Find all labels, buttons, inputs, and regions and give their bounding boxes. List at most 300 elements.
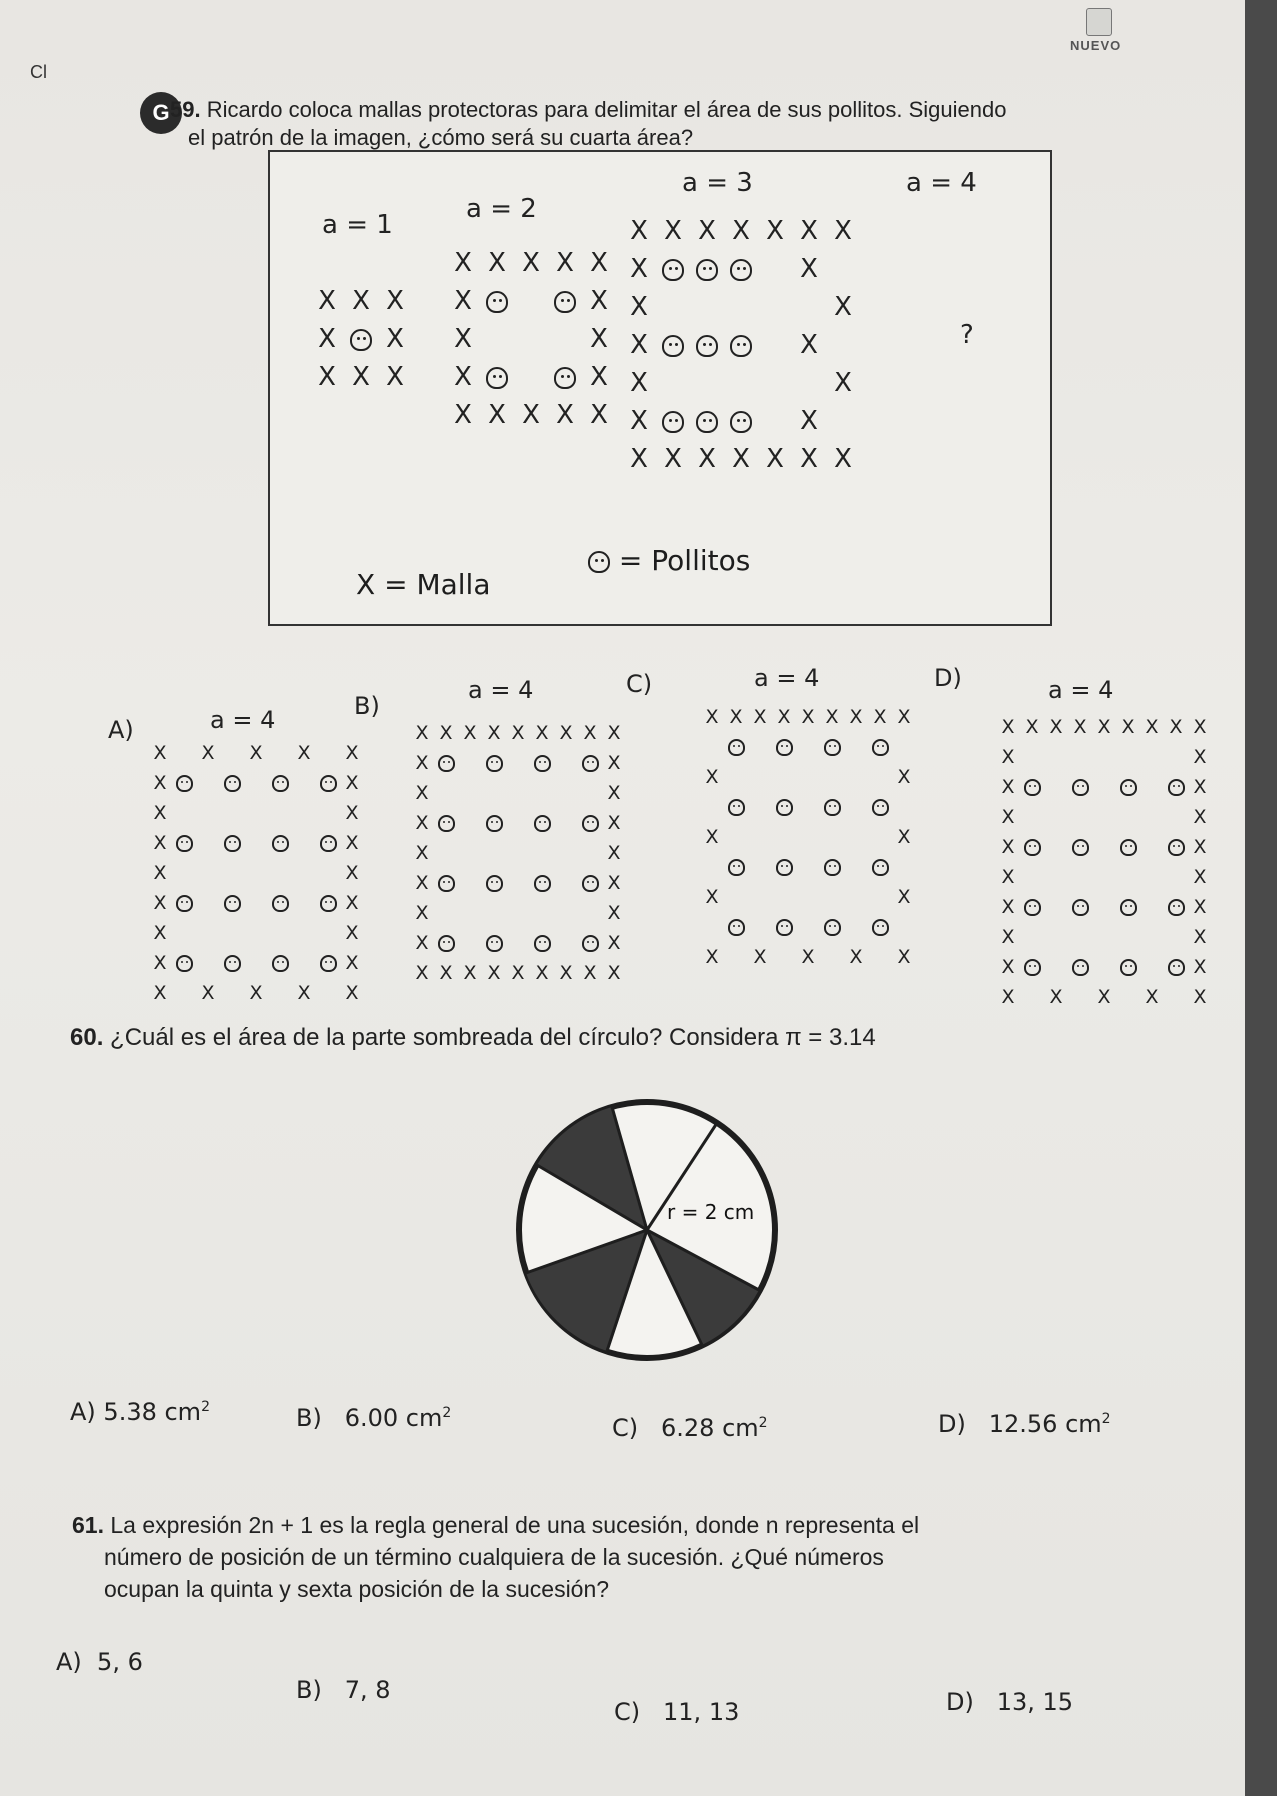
pattern-row bbox=[996, 982, 1212, 1012]
mesh-mark: X bbox=[415, 812, 429, 834]
mesh-mark: X bbox=[352, 286, 370, 316]
pattern-row bbox=[410, 868, 626, 898]
mesh-mark: X bbox=[454, 286, 472, 316]
mesh-mark: X bbox=[1001, 956, 1015, 978]
mesh-mark: X bbox=[1193, 716, 1207, 738]
mesh-mark: X bbox=[1025, 716, 1039, 738]
pattern-row bbox=[148, 798, 364, 828]
chick-cell bbox=[1164, 896, 1188, 918]
chick-icon bbox=[588, 551, 610, 573]
logo-text: NUEVO bbox=[1070, 38, 1122, 53]
chick-icon bbox=[534, 815, 551, 832]
pattern-row bbox=[410, 808, 626, 838]
chick-cell bbox=[268, 832, 292, 854]
pattern-row bbox=[996, 952, 1212, 982]
mesh-mark: X bbox=[488, 248, 506, 278]
mesh-mark: X bbox=[535, 962, 549, 984]
option-exponent: 2 bbox=[758, 1415, 768, 1431]
chick-icon bbox=[486, 755, 503, 772]
chick-icon bbox=[728, 919, 745, 936]
background-edge bbox=[1245, 0, 1277, 1796]
chick-cell bbox=[548, 362, 582, 392]
pattern-row bbox=[700, 762, 916, 792]
option-letter: A) bbox=[70, 1398, 96, 1426]
legend-malla bbox=[356, 568, 491, 601]
chick-cell bbox=[316, 772, 340, 794]
chick-icon bbox=[872, 799, 889, 816]
pattern-row bbox=[410, 958, 626, 988]
q60-option-a[interactable] bbox=[70, 1398, 210, 1426]
option-value: 13, 15 bbox=[996, 1688, 1074, 1716]
chick-icon bbox=[872, 739, 889, 756]
option-c-letter[interactable]: C) bbox=[626, 670, 653, 698]
chick-icon bbox=[582, 935, 599, 952]
mesh-mark: X bbox=[590, 400, 608, 430]
malla-text: = Malla bbox=[384, 568, 491, 601]
chick-icon bbox=[176, 835, 193, 852]
chick-cell bbox=[656, 254, 690, 284]
option-a-pattern[interactable] bbox=[148, 738, 364, 1008]
mesh-mark: X bbox=[607, 752, 621, 774]
option-exponent: 2 bbox=[442, 1405, 452, 1421]
pattern-row bbox=[446, 282, 616, 320]
mesh-mark: X bbox=[153, 952, 167, 974]
shaded-circle-figure bbox=[512, 1095, 782, 1365]
label-a1: a = 1 bbox=[322, 210, 393, 240]
mesh-mark: X bbox=[559, 722, 573, 744]
mesh-mark: X bbox=[705, 886, 719, 908]
mesh-mark: X bbox=[583, 962, 597, 984]
chick-icon bbox=[696, 335, 718, 357]
mesh-mark: X bbox=[777, 706, 791, 728]
mesh-mark: X bbox=[607, 872, 621, 894]
chick-cell bbox=[578, 812, 602, 834]
mesh-mark: X bbox=[1001, 896, 1015, 918]
chick-cell bbox=[724, 736, 748, 758]
option-exponent: 2 bbox=[201, 1399, 210, 1415]
chick-cell bbox=[220, 832, 244, 854]
chick-cell bbox=[1164, 836, 1188, 858]
chick-icon bbox=[1168, 839, 1185, 856]
pattern-row bbox=[700, 942, 916, 972]
mesh-mark: X bbox=[318, 324, 336, 354]
mesh-mark: X bbox=[729, 706, 743, 728]
chick-cell bbox=[690, 330, 724, 360]
mesh-mark: X bbox=[1001, 866, 1015, 888]
mesh-mark: X bbox=[415, 782, 429, 804]
pattern-a3 bbox=[622, 212, 860, 478]
chick-icon bbox=[176, 955, 193, 972]
option-b-pattern[interactable] bbox=[410, 718, 626, 988]
mesh-mark: X bbox=[153, 742, 167, 764]
pattern-figure bbox=[268, 150, 1052, 626]
pattern-row bbox=[996, 832, 1212, 862]
mesh-mark: X bbox=[1001, 806, 1015, 828]
pattern-row bbox=[148, 948, 364, 978]
pattern-row bbox=[622, 440, 860, 478]
mesh-mark: X bbox=[535, 722, 549, 744]
emblem-icon bbox=[1086, 8, 1112, 36]
q61-option-b[interactable] bbox=[296, 1676, 391, 1704]
chick-cell bbox=[172, 772, 196, 794]
mesh-mark: X bbox=[1001, 746, 1015, 768]
pattern-row bbox=[996, 772, 1212, 802]
pattern-row bbox=[410, 928, 626, 958]
chick-icon bbox=[662, 259, 684, 281]
mesh-mark: X bbox=[834, 216, 852, 246]
mesh-mark: X bbox=[607, 842, 621, 864]
pattern-row bbox=[410, 898, 626, 928]
mesh-mark: X bbox=[705, 706, 719, 728]
mesh-mark: X bbox=[522, 400, 540, 430]
option-c-pattern[interactable] bbox=[700, 702, 916, 972]
mesh-mark: X bbox=[345, 892, 359, 914]
q61-option-a[interactable] bbox=[56, 1648, 143, 1676]
mesh-mark: X bbox=[607, 812, 621, 834]
mesh-mark: X bbox=[1001, 926, 1015, 948]
mesh-mark: X bbox=[1193, 866, 1207, 888]
mesh-mark: X bbox=[522, 248, 540, 278]
chick-cell bbox=[1068, 776, 1092, 798]
pattern-row bbox=[446, 396, 616, 434]
mesh-mark: X bbox=[664, 216, 682, 246]
chick-icon bbox=[728, 799, 745, 816]
chick-icon bbox=[1168, 959, 1185, 976]
q59-text: Ricardo coloca mallas protectoras para delimitar el área de sus pollitos. Siguiendo bbox=[206, 97, 1007, 122]
chick-cell bbox=[434, 812, 458, 834]
chick-icon bbox=[662, 335, 684, 357]
mesh-mark: X bbox=[1193, 956, 1207, 978]
chick-cell bbox=[316, 892, 340, 914]
mesh-mark: X bbox=[607, 962, 621, 984]
pattern-row bbox=[996, 862, 1212, 892]
nuevo-logo bbox=[1062, 8, 1134, 68]
mesh-mark: X bbox=[1097, 716, 1111, 738]
q61-number: 61. bbox=[72, 1512, 104, 1538]
q61-option-d[interactable] bbox=[946, 1688, 1073, 1716]
pattern-row bbox=[410, 748, 626, 778]
chick-icon bbox=[1168, 779, 1185, 796]
chick-cell bbox=[530, 812, 554, 834]
chick-cell bbox=[578, 872, 602, 894]
mesh-mark: X bbox=[753, 946, 767, 968]
chick-cell bbox=[434, 932, 458, 954]
mesh-mark: X bbox=[897, 826, 911, 848]
mesh-mark: X bbox=[1049, 716, 1063, 738]
mesh-mark: X bbox=[705, 766, 719, 788]
pattern-a2 bbox=[446, 244, 616, 434]
chick-cell bbox=[724, 796, 748, 818]
mesh-mark: X bbox=[849, 706, 863, 728]
q59-number: 59. bbox=[170, 97, 201, 122]
chick-cell bbox=[868, 916, 892, 938]
pattern-row bbox=[996, 712, 1212, 742]
chick-cell bbox=[268, 952, 292, 974]
chick-icon bbox=[438, 755, 455, 772]
chick-cell bbox=[1116, 956, 1140, 978]
mesh-mark: X bbox=[630, 216, 648, 246]
chick-icon bbox=[696, 259, 718, 281]
pattern-row bbox=[446, 244, 616, 282]
option-a-label: a = 4 bbox=[210, 706, 276, 734]
chick-cell bbox=[220, 772, 244, 794]
pattern-row bbox=[996, 892, 1212, 922]
pattern-row bbox=[148, 918, 364, 948]
chick-icon bbox=[582, 875, 599, 892]
chick-cell bbox=[344, 324, 378, 354]
chick-cell bbox=[578, 932, 602, 954]
chick-icon bbox=[486, 875, 503, 892]
chick-icon bbox=[1120, 959, 1137, 976]
mesh-mark: X bbox=[318, 362, 336, 392]
chick-cell bbox=[1020, 776, 1044, 798]
mesh-mark: X bbox=[439, 962, 453, 984]
mesh-mark: X bbox=[607, 782, 621, 804]
mesh-mark: X bbox=[834, 444, 852, 474]
chick-cell bbox=[172, 832, 196, 854]
mesh-mark: X bbox=[1193, 986, 1207, 1008]
q60-option-d[interactable] bbox=[938, 1410, 1111, 1438]
chick-cell bbox=[482, 872, 506, 894]
chick-cell bbox=[530, 752, 554, 774]
chick-cell bbox=[724, 254, 758, 284]
option-letter: C) bbox=[612, 1414, 639, 1442]
label-a4: a = 4 bbox=[906, 168, 977, 198]
chick-cell bbox=[724, 406, 758, 436]
chick-icon bbox=[224, 895, 241, 912]
chick-icon bbox=[350, 329, 372, 351]
mesh-mark: X bbox=[800, 254, 818, 284]
q61-text: La expresión 2n + 1 es la regla general de una sucesión, donde n representa el bbox=[110, 1512, 920, 1538]
mesh-mark: X bbox=[873, 706, 887, 728]
mesh-mark: X bbox=[345, 832, 359, 854]
option-d-letter[interactable]: D) bbox=[934, 664, 962, 692]
chick-icon bbox=[730, 335, 752, 357]
chick-icon bbox=[730, 259, 752, 281]
chick-cell bbox=[1068, 896, 1092, 918]
mesh-mark: X bbox=[607, 932, 621, 954]
mesh-mark: X bbox=[153, 832, 167, 854]
chick-cell bbox=[1068, 836, 1092, 858]
mesh-mark: X bbox=[454, 248, 472, 278]
pattern-row bbox=[148, 858, 364, 888]
mesh-mark: X bbox=[1001, 776, 1015, 798]
pattern-row bbox=[700, 912, 916, 942]
chick-cell bbox=[530, 872, 554, 894]
q60-option-c[interactable] bbox=[612, 1414, 768, 1442]
pattern-row bbox=[310, 282, 412, 320]
pattern-row bbox=[148, 888, 364, 918]
chick-icon bbox=[534, 935, 551, 952]
pattern-row bbox=[446, 320, 616, 358]
mesh-mark: X bbox=[766, 444, 784, 474]
mesh-mark: X bbox=[249, 982, 263, 1004]
mesh-mark: X bbox=[800, 444, 818, 474]
chick-icon bbox=[728, 859, 745, 876]
mesh-mark: X bbox=[664, 444, 682, 474]
pattern-row bbox=[148, 978, 364, 1008]
chick-icon bbox=[730, 411, 752, 433]
chick-cell bbox=[482, 812, 506, 834]
mesh-mark: X bbox=[153, 922, 167, 944]
chick-icon bbox=[1072, 839, 1089, 856]
mesh-mark: X bbox=[559, 962, 573, 984]
chick-cell bbox=[820, 916, 844, 938]
mesh-mark: X bbox=[1049, 986, 1063, 1008]
chick-icon bbox=[554, 367, 576, 389]
circle-svg bbox=[512, 1095, 782, 1365]
mesh-mark: X bbox=[386, 324, 404, 354]
chick-cell bbox=[1164, 956, 1188, 978]
chick-icon bbox=[272, 895, 289, 912]
q60-option-b[interactable] bbox=[296, 1404, 451, 1432]
option-b-label: a = 4 bbox=[468, 676, 534, 704]
mesh-mark: X bbox=[766, 216, 784, 246]
chick-cell bbox=[724, 916, 748, 938]
mesh-mark: X bbox=[345, 772, 359, 794]
chick-icon bbox=[554, 291, 576, 313]
mesh-mark: X bbox=[487, 722, 501, 744]
option-a-letter[interactable]: A) bbox=[108, 716, 134, 744]
mesh-mark: X bbox=[801, 946, 815, 968]
chick-icon bbox=[224, 955, 241, 972]
q61-text-line3: ocupan la quinta y sexta posición de la sucesión? bbox=[104, 1576, 610, 1602]
option-letter: B) bbox=[296, 1404, 322, 1432]
chick-icon bbox=[534, 875, 551, 892]
chick-cell bbox=[434, 752, 458, 774]
option-value: 6.00 cm bbox=[344, 1404, 443, 1432]
q60-number: 60. bbox=[70, 1024, 104, 1051]
chick-icon bbox=[320, 955, 337, 972]
chick-cell bbox=[868, 856, 892, 878]
option-letter: A) bbox=[56, 1648, 82, 1676]
option-letter: D) bbox=[946, 1688, 974, 1716]
chick-cell bbox=[530, 932, 554, 954]
chick-icon bbox=[1120, 839, 1137, 856]
page-edge-text: Cl bbox=[30, 62, 47, 82]
mesh-mark: X bbox=[153, 802, 167, 824]
chick-cell bbox=[172, 952, 196, 974]
chick-cell bbox=[690, 406, 724, 436]
mesh-mark: X bbox=[454, 324, 472, 354]
mesh-mark: X bbox=[345, 802, 359, 824]
chick-icon bbox=[776, 919, 793, 936]
pattern-row bbox=[700, 702, 916, 732]
chick-cell bbox=[820, 796, 844, 818]
chick-icon bbox=[176, 895, 193, 912]
mesh-mark: X bbox=[1097, 986, 1111, 1008]
question-badge: G bbox=[140, 92, 182, 134]
radius-label: r = 2 cm bbox=[667, 1200, 755, 1224]
q60-text bbox=[70, 1024, 1220, 1051]
chick-icon bbox=[1120, 899, 1137, 916]
mesh-mark: X bbox=[415, 902, 429, 924]
chick-icon bbox=[872, 919, 889, 936]
chick-cell bbox=[724, 856, 748, 878]
pattern-row bbox=[622, 288, 860, 326]
pattern-row bbox=[700, 822, 916, 852]
chick-icon bbox=[1168, 899, 1185, 916]
chick-cell bbox=[172, 892, 196, 914]
chick-cell bbox=[1116, 776, 1140, 798]
chick-cell bbox=[268, 772, 292, 794]
chick-icon bbox=[696, 411, 718, 433]
option-d-label: a = 4 bbox=[1048, 676, 1114, 704]
mesh-mark: X bbox=[415, 722, 429, 744]
pattern-a1 bbox=[310, 282, 412, 396]
mesh-mark: X bbox=[705, 826, 719, 848]
mesh-mark: X bbox=[345, 742, 359, 764]
chick-cell bbox=[690, 254, 724, 284]
mesh-mark: X bbox=[556, 248, 574, 278]
option-exponent: 2 bbox=[1101, 1411, 1111, 1427]
option-value: 7, 8 bbox=[344, 1676, 391, 1704]
chick-cell bbox=[1020, 836, 1044, 858]
option-d-pattern[interactable] bbox=[996, 712, 1212, 1012]
q61-text-line1 bbox=[72, 1512, 1232, 1539]
chick-icon bbox=[320, 835, 337, 852]
option-value: 6.28 cm bbox=[661, 1414, 759, 1442]
mesh-mark: X bbox=[583, 722, 597, 744]
chick-cell bbox=[772, 856, 796, 878]
mesh-mark: X bbox=[753, 706, 767, 728]
mesh-mark: X bbox=[463, 722, 477, 744]
mesh-mark: X bbox=[511, 962, 525, 984]
chick-cell bbox=[820, 856, 844, 878]
mesh-mark: X bbox=[318, 286, 336, 316]
mesh-mark: X bbox=[297, 742, 311, 764]
mesh-mark: X bbox=[800, 406, 818, 436]
pollitos-text: = Pollitos bbox=[618, 544, 751, 577]
mesh-mark: X bbox=[732, 216, 750, 246]
chick-icon bbox=[1024, 899, 1041, 916]
chick-icon bbox=[872, 859, 889, 876]
q61-option-c[interactable] bbox=[614, 1698, 739, 1726]
chick-icon bbox=[486, 367, 508, 389]
option-b-letter[interactable]: B) bbox=[354, 692, 380, 720]
mesh-mark: X bbox=[386, 362, 404, 392]
chick-icon bbox=[662, 411, 684, 433]
chick-icon bbox=[1072, 899, 1089, 916]
mesh-mark: X bbox=[897, 766, 911, 788]
option-c-label: a = 4 bbox=[754, 664, 820, 692]
chick-icon bbox=[176, 775, 193, 792]
mesh-mark: X bbox=[897, 706, 911, 728]
mesh-mark: X bbox=[352, 362, 370, 392]
option-letter: C) bbox=[614, 1698, 641, 1726]
pattern-row bbox=[446, 358, 616, 396]
chick-icon bbox=[486, 291, 508, 313]
mesh-mark: X bbox=[607, 902, 621, 924]
pattern-row bbox=[700, 732, 916, 762]
pattern-row bbox=[148, 768, 364, 798]
q59-text-line2: el patrón de la imagen, ¿cómo será su cuarta área? bbox=[188, 125, 694, 150]
pattern-row bbox=[700, 882, 916, 912]
mesh-mark: X bbox=[454, 362, 472, 392]
pattern-row bbox=[310, 358, 412, 396]
chick-cell bbox=[820, 736, 844, 758]
mesh-mark: X bbox=[201, 742, 215, 764]
mesh-mark: X bbox=[386, 286, 404, 316]
pattern-row bbox=[996, 742, 1212, 772]
mesh-mark: X bbox=[630, 368, 648, 398]
pattern-row bbox=[996, 922, 1212, 952]
chick-icon bbox=[438, 935, 455, 952]
option-value: 5.38 cm bbox=[103, 1398, 202, 1426]
mesh-mark: X bbox=[153, 982, 167, 1004]
pattern-row bbox=[410, 838, 626, 868]
chick-cell bbox=[1116, 896, 1140, 918]
